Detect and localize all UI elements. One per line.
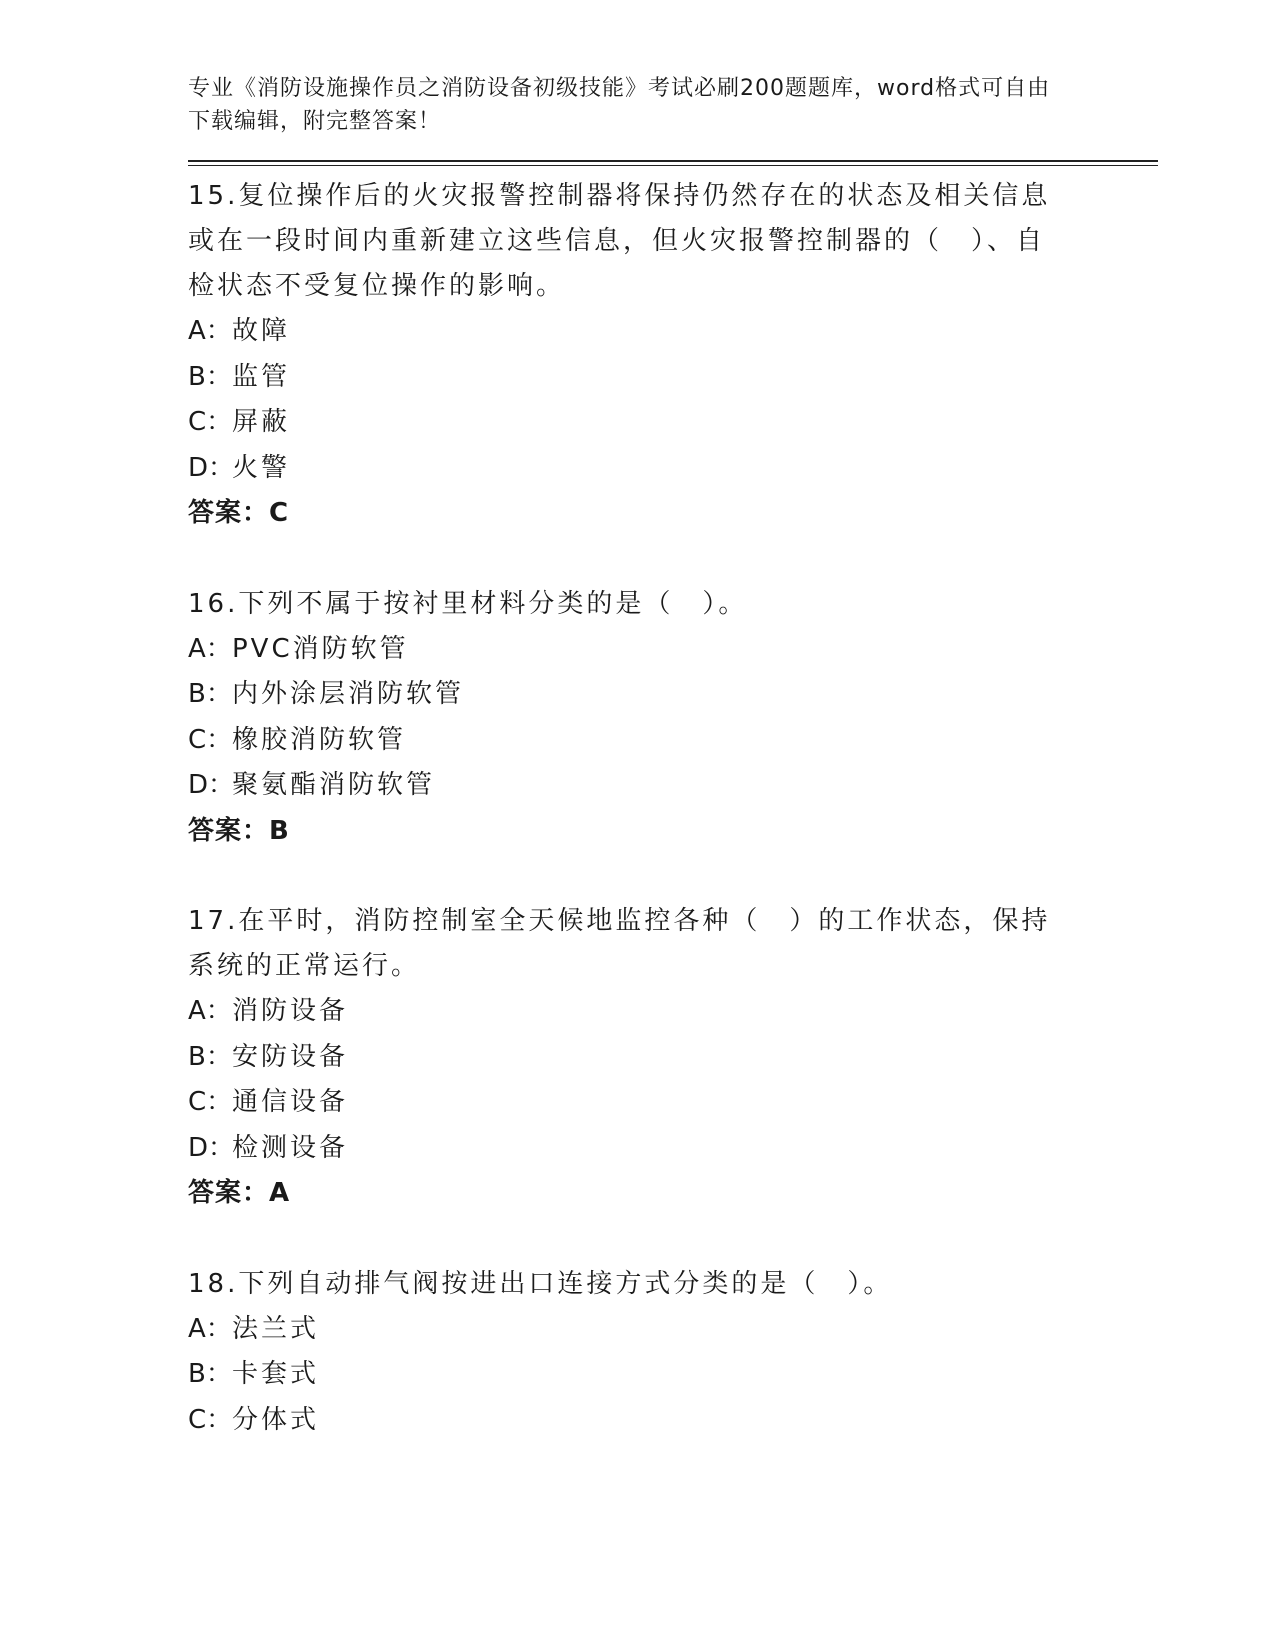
option-letter: D： — [188, 1132, 235, 1163]
option-letter: A： — [188, 996, 232, 1026]
question-stem: 15.复位操作后的火灾报警控制器将保持仍然存在的状态及相关信息或在一段时间内重新建立这些信息，但火灾报警控制器的（ ）、自检状态不受复位操作的影响。 — [188, 181, 1051, 301]
spacer — [188, 537, 1158, 582]
option-b — [188, 1035, 1068, 1081]
option-text: 法兰式 — [232, 1313, 320, 1344]
question-stem: 16.下列不属于按衬里材料分类的是（ ）。 — [188, 588, 748, 619]
option-letter: A： — [188, 316, 232, 346]
question-18 — [188, 1262, 1068, 1444]
option-text: 故障 — [232, 316, 291, 346]
option-letter: A： — [188, 1313, 232, 1344]
option-text: 安防设备 — [232, 1041, 349, 1072]
spacer — [188, 1217, 1158, 1262]
question-17 — [188, 899, 1068, 1217]
option-a — [188, 989, 1068, 1035]
document-page — [188, 72, 1158, 1443]
header-divider — [188, 160, 1158, 166]
option-c — [188, 1080, 1068, 1126]
option-text: 屏蔽 — [232, 407, 291, 437]
option-letter: D： — [188, 452, 235, 483]
question-stem: 17.在平时，消防控制室全天候地监控各种（ ）的工作状态，保持系统的正常运行。 — [188, 906, 1051, 981]
option-c — [188, 400, 1068, 446]
option-text: 分体式 — [232, 1404, 320, 1435]
option-text: 检测设备 — [232, 1132, 349, 1163]
option-text: PVC消防软管 — [232, 633, 409, 664]
option-letter: A： — [188, 633, 232, 664]
question-stem: 18.下列自动排气阀按进出口连接方式分类的是（ ）。 — [188, 1268, 893, 1299]
option-d — [188, 763, 1068, 809]
option-c — [188, 1398, 1068, 1444]
option-letter: C： — [188, 1404, 233, 1435]
answer: 答案：A — [188, 1178, 291, 1208]
question-16 — [188, 582, 1068, 855]
option-text: 通信设备 — [232, 1087, 349, 1117]
option-text: 火警 — [232, 452, 291, 483]
option-text: 消防设备 — [232, 996, 349, 1026]
option-letter: B： — [188, 1359, 232, 1389]
option-b — [188, 355, 1068, 401]
option-letter: D： — [188, 770, 235, 800]
option-text: 监管 — [232, 361, 291, 392]
option-b — [188, 1352, 1068, 1398]
option-a — [188, 627, 1068, 673]
option-letter: C： — [188, 1087, 233, 1117]
option-d — [188, 1126, 1068, 1172]
option-letter: C： — [188, 724, 233, 755]
document-header: 专业《消防设施操作员之消防设备初级技能》考试必刷200题题库，word格式可自由下载编辑，附完整答案！ — [188, 76, 1051, 134]
option-text: 卡套式 — [232, 1359, 320, 1389]
option-c — [188, 718, 1068, 764]
option-text: 橡胶消防软管 — [232, 724, 407, 755]
option-d — [188, 446, 1068, 492]
option-text: 内外涂层消防软管 — [232, 679, 465, 709]
option-a — [188, 309, 1068, 355]
spacer — [188, 854, 1158, 899]
answer: 答案：C — [188, 498, 290, 528]
option-text: 聚氨酯消防软管 — [232, 770, 436, 800]
option-letter: B： — [188, 361, 232, 392]
option-letter: B： — [188, 679, 232, 709]
option-letter: C： — [188, 407, 233, 437]
answer: 答案：B — [188, 815, 290, 846]
option-a — [188, 1307, 1068, 1353]
option-b — [188, 672, 1068, 718]
option-letter: B： — [188, 1041, 232, 1072]
question-15 — [188, 174, 1068, 537]
